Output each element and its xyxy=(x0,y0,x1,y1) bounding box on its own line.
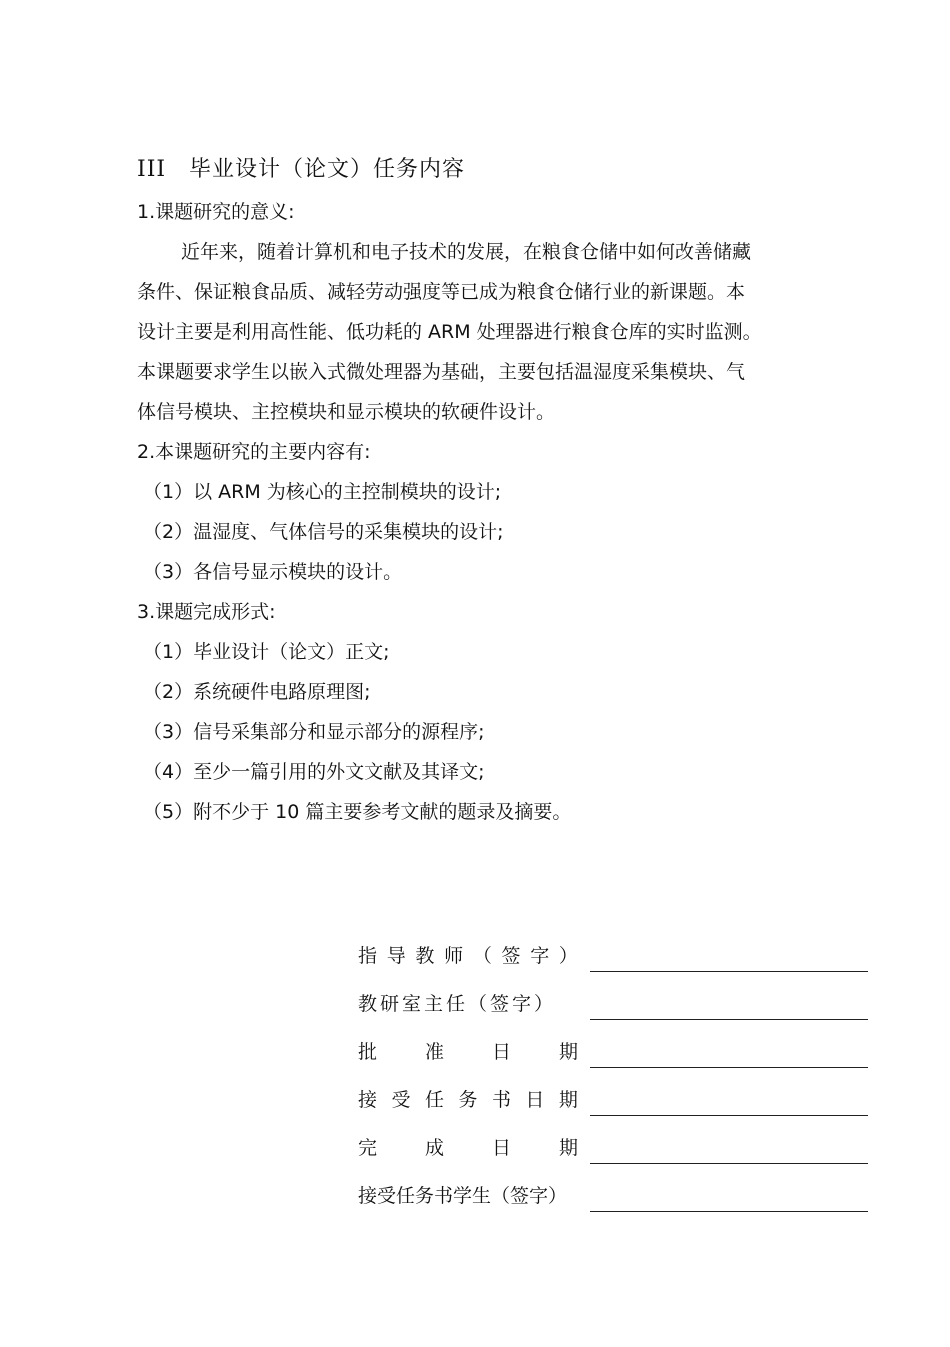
signature-line[interactable] xyxy=(590,971,868,972)
signature-row-student xyxy=(358,1182,868,1212)
label-char: 教 xyxy=(415,945,435,967)
signature-label: 接受任务书学生（签字） xyxy=(358,1185,568,1207)
signature-row-completion-date xyxy=(358,1134,868,1164)
contents-item: （1）以 ARM 为核心的主控制模块的设计; xyxy=(143,481,502,503)
signature-line[interactable] xyxy=(590,1067,868,1068)
signature-label xyxy=(358,1037,578,1064)
signature-label xyxy=(358,1133,578,1160)
label-char: 批 xyxy=(358,1041,378,1063)
label-char: 接 xyxy=(358,1089,378,1111)
label-char: 字 xyxy=(530,945,550,967)
signature-label xyxy=(358,941,578,968)
deliverables-heading: 3.课题完成形式: xyxy=(137,601,276,623)
signature-line[interactable] xyxy=(590,1115,868,1116)
signature-line[interactable] xyxy=(590,1211,868,1212)
paragraph-line: 本课题要求学生以嵌入式微处理器为基础，主要包括温湿度采集模块、气 xyxy=(137,361,746,383)
section-number: III xyxy=(137,157,167,182)
label-char: （ xyxy=(472,945,492,967)
label-char: ） xyxy=(558,945,578,967)
paragraph-line: 近年来，随着计算机和电子技术的发展，在粮食仓储中如何改善储藏 xyxy=(181,241,752,263)
label-char: 期 xyxy=(558,1137,578,1159)
label-char: 指 xyxy=(358,945,378,967)
label-char: 完 xyxy=(358,1137,378,1159)
label-char: 成 xyxy=(424,1137,444,1159)
signature-label: 教研室主任（签字） xyxy=(358,993,557,1015)
signature-label xyxy=(358,1085,578,1112)
deliverables-item: （3）信号采集部分和显示部分的源程序; xyxy=(143,721,485,743)
signature-line[interactable] xyxy=(590,1019,868,1020)
label-char: 期 xyxy=(558,1041,578,1063)
label-char: 日 xyxy=(525,1089,545,1111)
paragraph-line: 设计主要是利用高性能、低功耗的 ARM 处理器进行粮食仓库的实时监测。 xyxy=(137,321,762,343)
label-char: 受 xyxy=(391,1089,411,1111)
label-char: 准 xyxy=(424,1041,444,1063)
signature-row-receive-date xyxy=(358,1086,868,1116)
deliverables-item: （1）毕业设计（论文）正文; xyxy=(143,641,390,663)
contents-item: （2）温湿度、气体信号的采集模块的设计; xyxy=(143,521,504,543)
label-char: 务 xyxy=(458,1089,478,1111)
label-char: 日 xyxy=(491,1041,511,1063)
paragraph-line: 条件、保证粮食品质、减轻劳动强度等已成为粮食仓储行业的新课题。本 xyxy=(137,281,746,303)
deliverables-item: （5）附不少于 10 篇主要参考文献的题录及摘要。 xyxy=(143,801,572,823)
section-title-text: 毕业设计（论文）任务内容 xyxy=(189,157,466,182)
paragraph-line: 体信号模块、主控模块和显示模块的软硬件设计。 xyxy=(137,401,556,423)
deliverables-item: （4）至少一篇引用的外文文献及其译文; xyxy=(143,761,485,783)
contents-heading: 2.本课题研究的主要内容有: xyxy=(137,441,371,463)
label-char: 任 xyxy=(424,1089,444,1111)
deliverables-item: （2）系统硬件电路原理图; xyxy=(143,681,371,703)
label-char: 期 xyxy=(558,1089,578,1111)
section-title xyxy=(137,152,465,183)
signature-row-department-head xyxy=(358,990,868,1020)
contents-item: （3）各信号显示模块的设计。 xyxy=(143,561,403,583)
signature-line[interactable] xyxy=(590,1163,868,1164)
label-char: 书 xyxy=(491,1089,511,1111)
significance-heading: 1.课题研究的意义: xyxy=(137,201,295,223)
signature-row-advisor xyxy=(358,942,868,972)
label-char: 日 xyxy=(491,1137,511,1159)
signature-row-approval-date xyxy=(358,1038,868,1068)
label-char: 导 xyxy=(386,945,406,967)
label-char: 签 xyxy=(501,945,521,967)
label-char: 师 xyxy=(444,945,464,967)
